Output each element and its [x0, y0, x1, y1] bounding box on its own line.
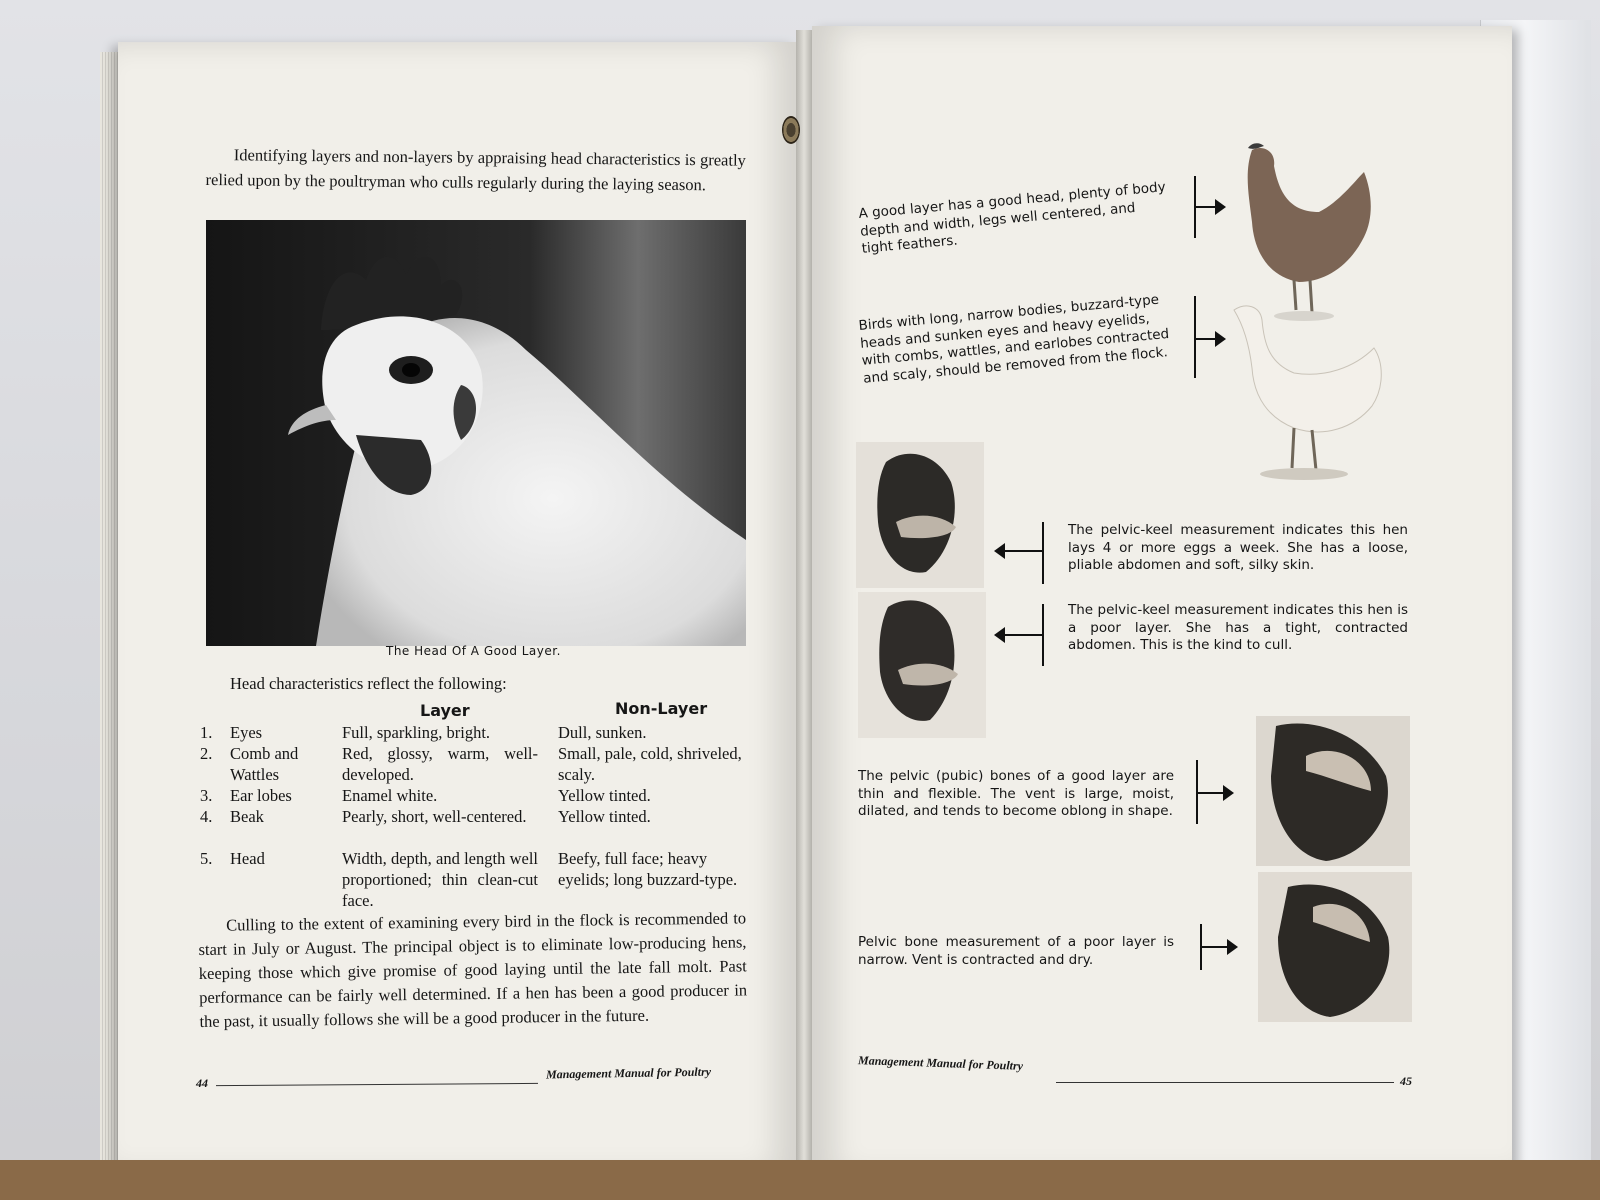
hen-held-illustration: [1258, 872, 1412, 1022]
arrow-right-icon: [1202, 946, 1230, 948]
head-characteristics-intro: Head characteristics reflect the following:: [230, 674, 507, 693]
hen-head-illustration: [206, 220, 746, 646]
table-edge: [0, 1160, 1600, 1200]
column-header-nonlayer: Non-Layer: [615, 699, 708, 718]
pelvic-bones-poor-photo: [1258, 872, 1412, 1022]
poor-bird-hen-photo: [1224, 298, 1394, 498]
footer-title-left: Management Manual for Poultry: [545, 1064, 712, 1082]
good-layer-description: A good layer has a good head, plenty of body depth and width, legs well centered, and tight feathers.: [858, 179, 1167, 257]
hen-held-illustration: [856, 442, 984, 588]
pelvic-keel-poor-photo: [858, 592, 986, 738]
arrow-right-icon: [1196, 338, 1218, 340]
left-page: Identifying layers and non-layers by appraising head characteristics is greatly relied upon by the poultryman who culls regularly during the laying season. The Head Of A Good Layer. Head characteristics reflect the following: Layer Non-Layer 1. Eyes Full, sparkling, bright. Dull, sunken. 2. Comb and Wattles Red, glossy, warm, well-developed. Small, pale, cold, shriveled, scaly. 3. Ear lobes Enamel white. Yellow tinted. 4. Beak Pearly, short, well-centered. Yellow tinted. 5. Head Width, depth, and length well proportioned; thin clean-cut face. Beefy, full face; heavy eyelids; long buzzard-type. Culling to the extent of examining every bird in the flock is recommended to start in July or August. The principal object is to eliminate low-producing hens, keeping those which give promise of good laying until the late fall molt. Past performance can be fairly well determined. If a hen has been a good producer in the past, it usually follows she will be a good producer in the future. 44 Management Manual for Poultry: [118, 42, 796, 1174]
arrow-right-icon: [1198, 792, 1226, 794]
pelvic-keel-good-text: The pelvic-keel measurement indicates this hen lays 4 or more eggs a week. She has a loose, pliable abdomen and soft, silky skin.: [1068, 522, 1408, 573]
footer-rule: [1056, 1082, 1394, 1083]
footer-title-right: Management Manual for Poultry: [857, 1053, 1024, 1073]
culling-text: Culling to the extent of examining every bird in the flock is recommended to start in July or August. The principal object is to eliminate low-producing hens, keeping those which give promise of good laying until the late fall molt. Past performance can be fairly well determined. If a hen has been a good producer in the past, it usually follows she will be a good producer in the future.: [198, 908, 748, 1031]
culling-paragraph: [198, 906, 748, 1034]
pelvic-bones-good-text: The pelvic (pubic) bones of a good layer are thin and flexible. The vent is large, moist, dilated, and tends to become oblong in shape.: [858, 768, 1174, 819]
arrow-right-icon: [1196, 206, 1218, 208]
hen-held-illustration: [1256, 716, 1410, 866]
pelvic-keel-poor-text: The pelvic-keel measurement indicates this hen is a poor layer. She has a tight, contracted abdomen. This is the kind to cull.: [1068, 602, 1408, 653]
bracket: [1042, 522, 1044, 584]
intro-paragraph: [205, 142, 745, 198]
pelvic-bones-poor-text: Pelvic bone measurement of a poor layer is narrow. Vent is contracted and dry.: [858, 934, 1174, 968]
photo-caption: The Head Of A Good Layer.: [386, 644, 561, 658]
bracket: [1042, 604, 1044, 666]
poor-bird-description: Birds with long, narrow bodies, buzzard-type heads and sunken eyes and heavy eyelids, with combs, wattles, and earlobes contracted and scaly, should be removed from the flock.: [858, 291, 1170, 387]
right-page: [812, 26, 1512, 1176]
page-number-right: 45: [1400, 1074, 1412, 1088]
good-layer-head-photo: [206, 220, 746, 646]
pelvic-keel-good-photo: [856, 442, 984, 588]
pelvic-bones-good-photo: [1256, 716, 1410, 866]
page-number-left: 44: [196, 1076, 208, 1090]
bracket: [1194, 296, 1196, 378]
arrow-left-icon: [1002, 634, 1042, 636]
arrow-left-icon: [1002, 550, 1042, 552]
hen-held-illustration: [858, 592, 986, 738]
footer-rule: [216, 1083, 538, 1086]
book-gutter: [796, 30, 812, 1170]
staple-left: [782, 116, 800, 144]
column-header-layer: Layer: [420, 701, 470, 720]
intro-text: Identifying layers and non-layers by appraising head characteristics is greatly relied upon by the poultryman who culls regularly during the laying season.: [205, 145, 746, 195]
